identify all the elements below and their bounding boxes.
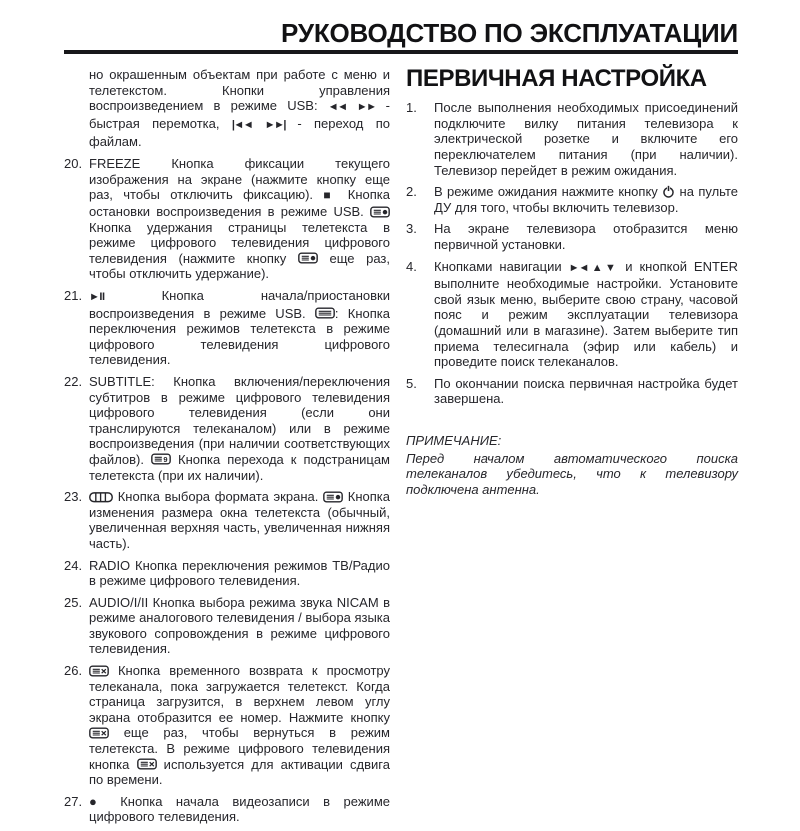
section-title: ПЕРВИЧНАЯ НАСТРОЙКА — [406, 65, 707, 93]
setup-step-4 — [406, 259, 738, 370]
item-text: В режиме ожидания нажмите кнопку на пульте ДУ для того, чтобы включить телевизор. — [434, 184, 738, 215]
teletext-cancel-icon — [89, 663, 109, 678]
item-text: RADIO Кнопка переключения режимов ТВ/Радио в режиме цифрового телевидения. — [89, 557, 390, 589]
stop-icon: ■ — [323, 188, 338, 203]
note-body: Перед началом автоматического поиска телеканалов убедитесь, что к телевизору подключена антенна. — [406, 450, 738, 497]
item-number: 5. — [406, 375, 417, 391]
content-columns — [64, 67, 738, 831]
item-number: 24. — [64, 557, 83, 573]
setup-step-5 — [406, 376, 738, 407]
setup-step-1 — [406, 100, 738, 178]
record-icon: ● — [89, 793, 107, 809]
page-title: РУКОВОДСТВО ПО ЭКСПЛУАТАЦИИ — [281, 18, 738, 48]
setup-step-2 — [406, 184, 738, 215]
remote-button-item-23 — [64, 489, 390, 551]
prev-file-icon: |◄◄ — [231, 119, 253, 132]
header-rule — [64, 50, 738, 54]
rewind-icon: ◄◄ — [327, 101, 347, 114]
item-number: 26. — [64, 663, 83, 679]
remote-button-item-20 — [64, 156, 390, 282]
item-text: На экране телевизора отобразится меню первичной установки. — [434, 221, 738, 253]
item-text: SUBTITLE: Кнопка включения/переключения субтитров в режиме цифрового телевидения цифрового телевидения (если они транслируются телеканалом) или в режиме воспроизведения (при наличии соответствующих файлов). 9 Кнопка перехода к подстраницам телетекста (при их наличии). — [89, 373, 390, 483]
page-header — [64, 20, 738, 54]
remote-button-item-25 — [64, 595, 390, 657]
note-block — [406, 433, 738, 497]
screen-format-icon — [89, 489, 113, 504]
teletext-cancel-icon — [137, 757, 157, 772]
teletext-hold-icon — [298, 251, 318, 266]
next-file-icon: ►►| — [264, 119, 285, 132]
teletext-subpage-icon — [151, 452, 171, 467]
item-text: Кнопками навигации ►◄▲▼ и кнопкой ENTER выполните необходимые настройки. Установите свой язык меню, выберите свою страну, часовой пояс и режим эксплуатации телевизора (домашний или в магазине). Затем выберите тип приема телесигнала (эфир или кабель) и проведите поиск телеканалов. — [434, 258, 738, 370]
item-number: 3. — [406, 221, 417, 237]
remote-button-item-22 — [64, 374, 390, 483]
remote-button-item-24 — [64, 558, 390, 589]
remote-buttons-column — [64, 67, 390, 831]
fast-forward-icon: ►► — [356, 101, 376, 114]
teletext-mode-icon — [315, 306, 335, 321]
item-number: 1. — [406, 100, 417, 116]
item-number: 2. — [406, 184, 417, 200]
item-text: Кнопка выбора формата экрана. Кнопка изменения размера окна телетекста (обычный, увеличенная верхняя часть, увеличенная нижняя часть). — [89, 489, 391, 551]
play-pause-icon: ►II — [89, 291, 105, 304]
item-number: 21. — [64, 288, 83, 304]
item-text: AUDIO/I/II Кнопка выбора режима звука NICAM в режиме аналогового телевидения / выбора языка звукового сопровождения в режиме цифрового телевидения. — [89, 594, 390, 657]
teletext-size-icon — [323, 489, 343, 504]
item-number: 27. — [64, 793, 83, 809]
note-title: ПРИМЕЧАНИЕ: — [406, 432, 502, 448]
item-number: 22. — [64, 373, 83, 389]
power-icon — [662, 184, 675, 199]
nav-arrows-icon: ►◄▲▼ — [568, 261, 619, 274]
setup-step-3 — [406, 221, 738, 252]
setup-steps-list — [406, 100, 738, 407]
item-text: После выполнения необходимых присоединений подключите вилку питания телевизора к электрической розетке и включите его переключателем питания (при наличии). Телевизор перейдет в режим ожидания. — [434, 100, 738, 178]
initial-setup-column — [406, 67, 738, 831]
item-number: 4. — [406, 258, 417, 274]
intro-paragraph: но окрашенным объектам при работе с меню и телетекстом. Кнопки управления воспроизведением в режиме USB: ◄◄ ►► - быстрая перемотка, |◄◄ ►►| - переход по файлам. — [89, 67, 390, 149]
remote-buttons-list — [64, 156, 390, 825]
item-number: 20. — [64, 156, 83, 172]
remote-button-item-26 — [64, 663, 390, 788]
item-text: ►II Кнопка начала/приостановки воспроизведения в режиме USB. : Кнопка переключения режимов телетекста в режиме цифрового телевидения цифрового телевидения. — [89, 288, 390, 368]
teletext-hold-icon — [370, 204, 390, 219]
item-text: FREEZE Кнопка фиксации текущего изображения на экране (нажмите кнопку еще раз, чтобы отключить фиксацию). ■ Кнопка остановки воспроизведения в режиме USB. Кнопка удержания страницы телетекста в режиме цифрового телевидения цифрового телевидения (нажмите кнопку еще раз, чтобы отключить удержание). — [89, 156, 390, 282]
item-text: По окончании поиска первичная настройка будет завершена. — [434, 375, 738, 407]
remote-button-item-21 — [64, 288, 390, 368]
item-text: ● Кнопка начала видеозаписи в режиме цифрового телевидения. — [89, 793, 390, 825]
item-number: 23. — [64, 489, 83, 505]
item-text: Кнопка временного возврата к просмотру телеканала, пока загружается телетекст. Когда страница загрузится, в верхнем левом углу экрана отобразится ее номер. Нажмите кнопку еще раз, чтобы вернуться в режим телетекста. В режиме цифрового телевидения кнопка используется для активации сдвига по времени. — [89, 663, 390, 788]
teletext-cancel-icon — [89, 725, 109, 740]
svg-text:9: 9 — [163, 455, 168, 465]
item-number: 25. — [64, 594, 83, 610]
remote-button-item-27 — [64, 794, 390, 825]
